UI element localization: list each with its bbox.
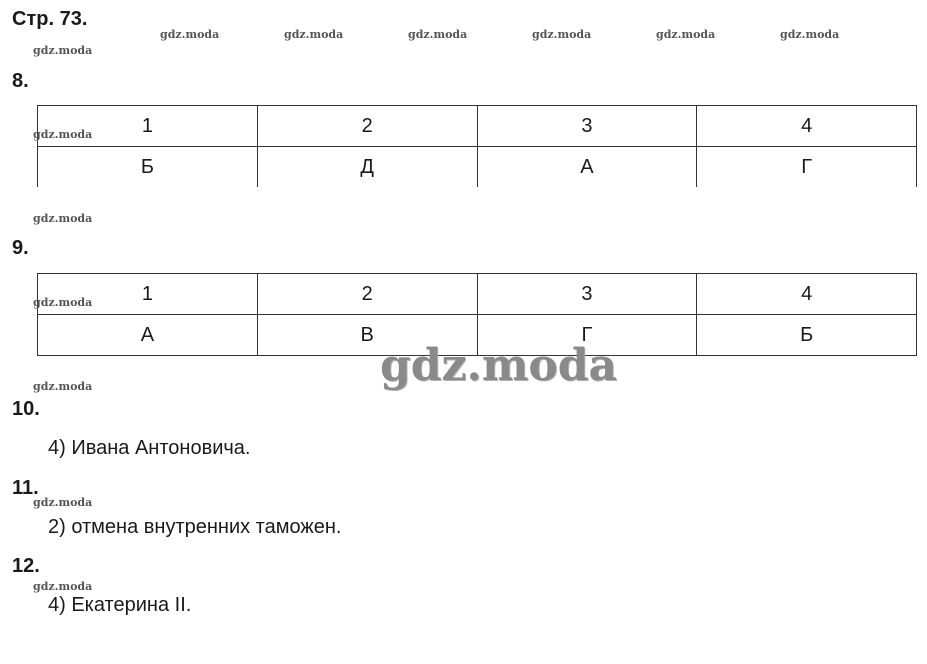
watermark: gdz.moda — [33, 212, 93, 225]
watermark: gdz.moda — [33, 128, 93, 141]
watermark-large: gdz.moda — [380, 340, 618, 391]
table-header-row — [38, 274, 917, 315]
watermark: gdz.moda — [33, 296, 93, 309]
table-cell: 4 — [697, 274, 917, 315]
watermark: gdz.moda — [656, 28, 716, 41]
watermark: gdz.moda — [408, 28, 468, 41]
answer-table-8 — [37, 105, 917, 187]
question-number-8: 8. — [12, 70, 29, 92]
table-cell: А — [38, 315, 258, 356]
page-title: Стр. 73. — [12, 8, 88, 30]
table-cell: Г — [697, 147, 917, 188]
table-cell: 3 — [477, 106, 697, 147]
watermark: gdz.moda — [284, 28, 344, 41]
question-number-11: 11. — [12, 477, 39, 499]
table-cell: Б — [697, 315, 917, 356]
answer-text-10: 4) Ивана Антоновича. — [48, 437, 251, 459]
table-cell: Б — [38, 147, 258, 188]
watermark: gdz.moda — [33, 380, 93, 393]
table-cell: 1 — [38, 106, 258, 147]
watermark: gdz.moda — [160, 28, 220, 41]
answer-text-11: 2) отмена внутренних таможен. — [48, 516, 342, 538]
watermark: gdz.moda — [780, 28, 840, 41]
table-cell: 2 — [257, 106, 477, 147]
table-header-row — [38, 106, 917, 147]
table-cell: А — [477, 147, 697, 188]
watermark: gdz.moda — [33, 44, 93, 57]
table-row — [38, 147, 917, 188]
table-cell: 2 — [257, 274, 477, 315]
table-cell: 4 — [697, 106, 917, 147]
question-number-10: 10. — [12, 398, 40, 420]
watermark: gdz.moda — [33, 496, 93, 509]
table-cell: Д — [257, 147, 477, 188]
table-cell: Г — [477, 315, 697, 356]
table-cell: В — [257, 315, 477, 356]
watermark: gdz.moda — [33, 580, 93, 593]
question-number-9: 9. — [12, 237, 29, 259]
table-cell: 3 — [477, 274, 697, 315]
question-number-12: 12. — [12, 555, 40, 577]
table-cell: 1 — [38, 274, 258, 315]
watermark: gdz.moda — [532, 28, 592, 41]
answer-text-12: 4) Екатерина II. — [48, 594, 192, 616]
